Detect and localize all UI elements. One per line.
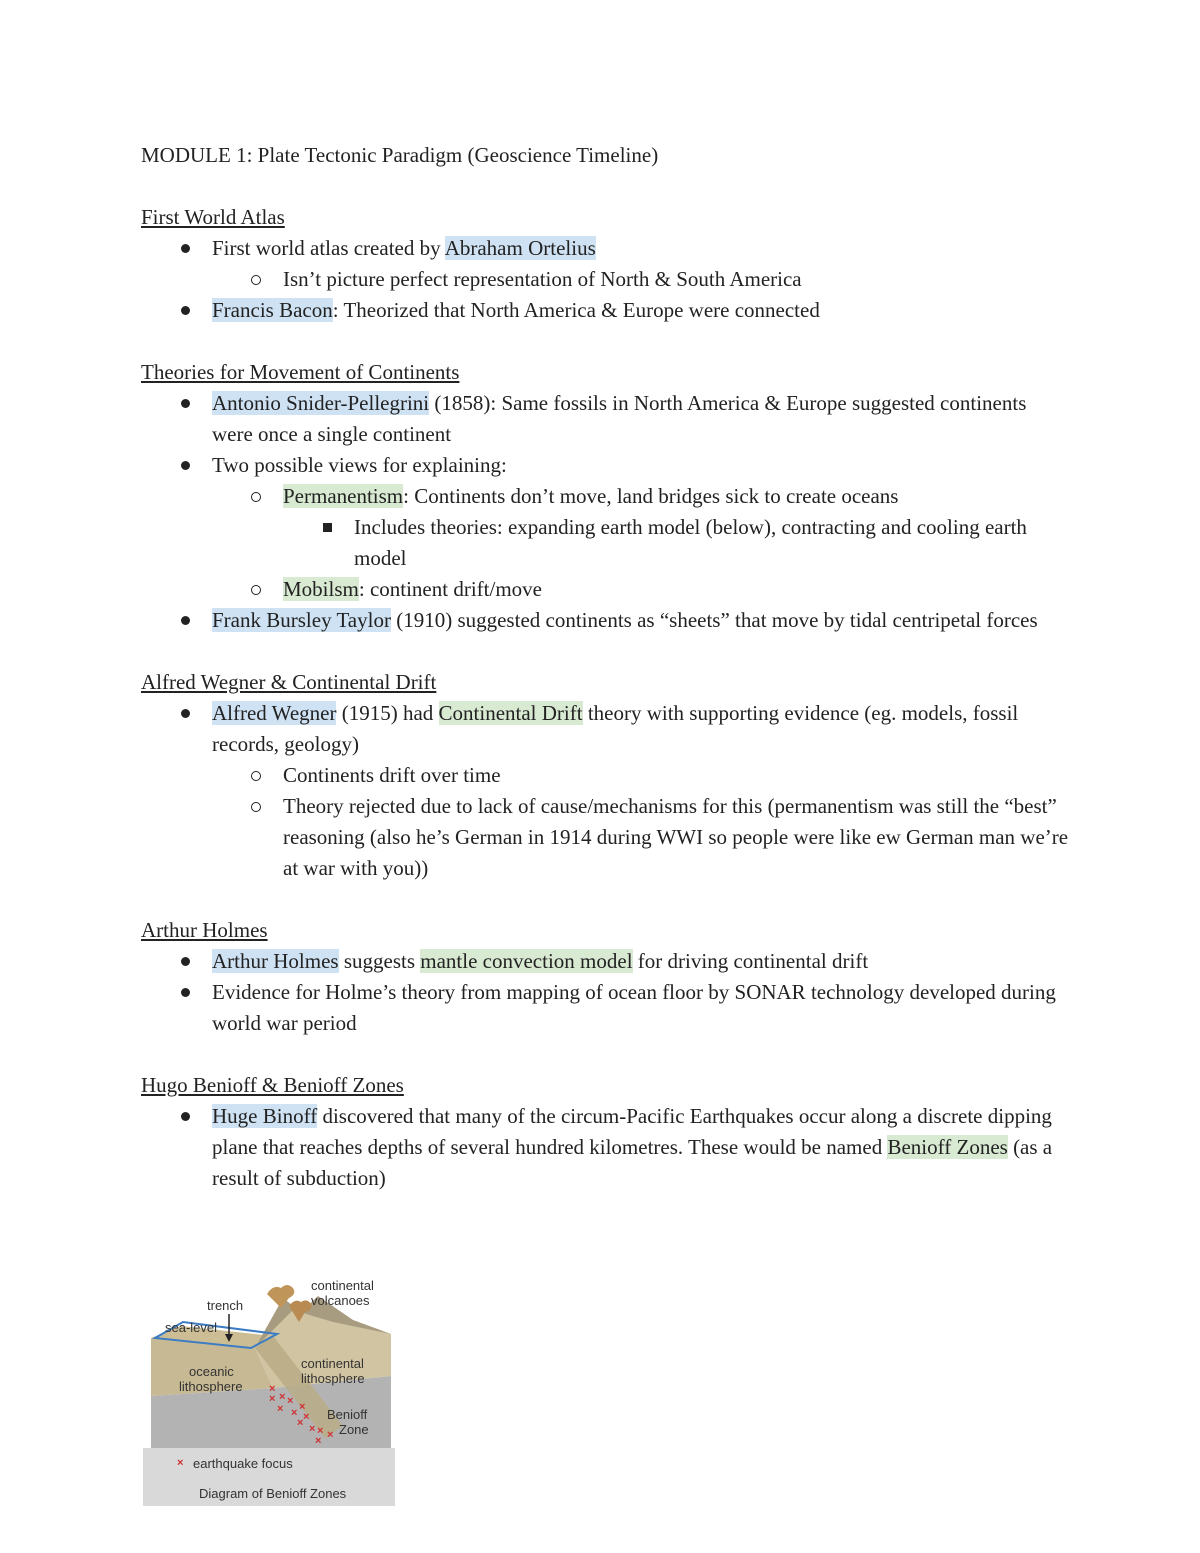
list-item: Mobilsm: continent drift/move — [212, 574, 1071, 605]
highlight-term: Benioff Zones — [887, 1135, 1008, 1159]
list-holmes — [141, 946, 1071, 1039]
bullet-icon — [175, 450, 195, 481]
quake-marker-icon: × — [297, 1417, 304, 1429]
list-item: Evidence for Holme’s theory from mapping of ocean floor by SONAR technology developed during world war period — [141, 977, 1071, 1039]
bullet-icon — [175, 605, 195, 636]
heading-holmes: Arthur Holmes — [141, 918, 268, 942]
quake-marker-icon: × — [269, 1393, 276, 1405]
heading-benioff: Hugo Benioff & Benioff Zones — [141, 1073, 404, 1097]
quake-marker-icon: × — [291, 1407, 298, 1419]
benioff-zone-diagram — [143, 1276, 395, 1506]
list-item: Francis Bacon: Theorized that North America & Europe were connected — [141, 295, 1071, 326]
document-page — [141, 140, 1071, 1194]
label-benioff-1: Benioff — [327, 1407, 368, 1422]
list-atlas — [141, 233, 1071, 326]
bullet-icon — [175, 295, 195, 326]
label-sea-level: sea-level — [165, 1320, 218, 1335]
highlight-term: Continental Drift — [438, 701, 583, 725]
list-item: Theory rejected due to lack of cause/mechanisms for this (permanentism was still the “best” reasoning (also he’s German in 1914 during WWI so people were like ew German man we’re at war with you)) — [212, 791, 1071, 884]
bullet-icon — [175, 698, 195, 729]
heading-first-world-atlas: First World Atlas — [141, 205, 285, 229]
highlight-person: Alfred Wegner — [212, 701, 337, 725]
bullet-icon — [175, 977, 195, 1008]
list-item: First world atlas created by Abraham Ortelius Isn’t picture perfect representation of North & South America — [141, 233, 1071, 295]
circle-bullet-icon — [246, 791, 266, 822]
quake-marker-icon: × — [287, 1395, 294, 1407]
highlight-term: Mobilsm — [283, 577, 359, 601]
quake-marker-icon: × — [303, 1411, 310, 1423]
list-wegner — [141, 698, 1071, 884]
list-item: Antonio Snider-Pellegrini (1858): Same fossils in North America & Europe suggested continents were once a single continent — [141, 388, 1071, 450]
quake-marker-icon: × — [315, 1435, 322, 1447]
bullet-icon — [175, 1101, 195, 1132]
highlight-person: Frank Bursley Taylor — [212, 608, 391, 632]
label-volcanoes-1: continental — [311, 1278, 374, 1293]
list-item: Permanentism: Continents don’t move, land bridges sick to create oceans Includes theories: expanding earth model (below), contracting and cooling earth model — [212, 481, 1071, 574]
diagram-svg — [143, 1276, 395, 1506]
list-item: Huge Binoff discovered that many of the circum-Pacific Earthquakes occur along a discrete dipping plane that reaches depths of several hundred kilometres. These would be named Benioff Zones (as a result of subduction) — [141, 1101, 1071, 1194]
list-item: Alfred Wegner (1915) had Continental Drift theory with supporting evidence (eg. models, fossil records, geology) Continents drift over time Theory rejected due to lack of cause/mechanisms for this (permanentism was still the “best” reasoning (also he’s German in 1914 during WWI so people were like ew German man we’re at war with you)) — [141, 698, 1071, 884]
diagram-caption: Diagram of Benioff Zones — [199, 1486, 347, 1501]
highlight-person: Francis Bacon — [212, 298, 333, 322]
quake-marker-icon: × — [327, 1429, 334, 1441]
quake-marker-icon: × — [299, 1401, 306, 1413]
circle-bullet-icon — [246, 264, 266, 295]
quake-marker-icon: × — [309, 1423, 316, 1435]
legend-label: earthquake focus — [193, 1456, 293, 1471]
list-item: Includes theories: expanding earth model (below), contracting and cooling earth model — [283, 512, 1071, 574]
heading-wegner: Alfred Wegner & Continental Drift — [141, 670, 437, 694]
label-oceanic-2: lithosphere — [179, 1379, 243, 1394]
label-oceanic-1: oceanic — [189, 1364, 234, 1379]
circle-bullet-icon — [246, 574, 266, 605]
square-bullet-icon — [317, 512, 337, 543]
bullet-icon — [175, 388, 195, 419]
label-benioff-2: Zone — [339, 1422, 369, 1437]
circle-bullet-icon — [246, 760, 266, 791]
list-item: Two possible views for explaining: Permanentism: Continents don’t move, land bridges sick to create oceans Includes theories: expanding earth model (below), contracting and cooling earth model Mobilsm: continent drift/move — [141, 450, 1071, 605]
highlight-person: Huge Binoff — [212, 1104, 318, 1128]
highlight-person: Arthur Holmes — [212, 949, 339, 973]
highlight-person: Antonio Snider-Pellegrini — [212, 391, 430, 415]
label-continental-1: continental — [301, 1356, 364, 1371]
highlight-term: mantle convection model — [420, 949, 633, 973]
quake-marker-icon: × — [279, 1391, 286, 1403]
list-item: Frank Bursley Taylor (1910) suggested continents as “sheets” that move by tidal centripetal forces — [141, 605, 1071, 636]
document-title: MODULE 1: Plate Tectonic Paradigm (Geoscience Timeline) — [141, 143, 659, 167]
list-item: Arthur Holmes suggests mantle convection model for driving continental drift — [141, 946, 1071, 977]
bullet-icon — [175, 233, 195, 264]
list-item: Continents drift over time — [212, 760, 1071, 791]
list-benioff — [141, 1101, 1071, 1194]
label-trench: trench — [207, 1298, 244, 1313]
quake-marker-icon: × — [277, 1403, 284, 1415]
legend-quake-icon: × — [177, 1457, 184, 1469]
circle-bullet-icon — [246, 481, 266, 512]
label-continental-2: lithosphere — [301, 1371, 365, 1386]
highlight-term: Permanentism — [283, 484, 404, 508]
label-volcanoes-2: volcanoes — [311, 1293, 370, 1308]
bullet-icon — [175, 946, 195, 977]
heading-theories: Theories for Movement of Continents — [141, 360, 460, 384]
highlight-person: Abraham Ortelius — [444, 236, 596, 260]
quake-marker-icon: × — [317, 1425, 324, 1437]
list-item: Isn’t picture perfect representation of North & South America — [212, 264, 1071, 295]
list-theories — [141, 388, 1071, 636]
quake-marker-icon: × — [269, 1383, 276, 1395]
